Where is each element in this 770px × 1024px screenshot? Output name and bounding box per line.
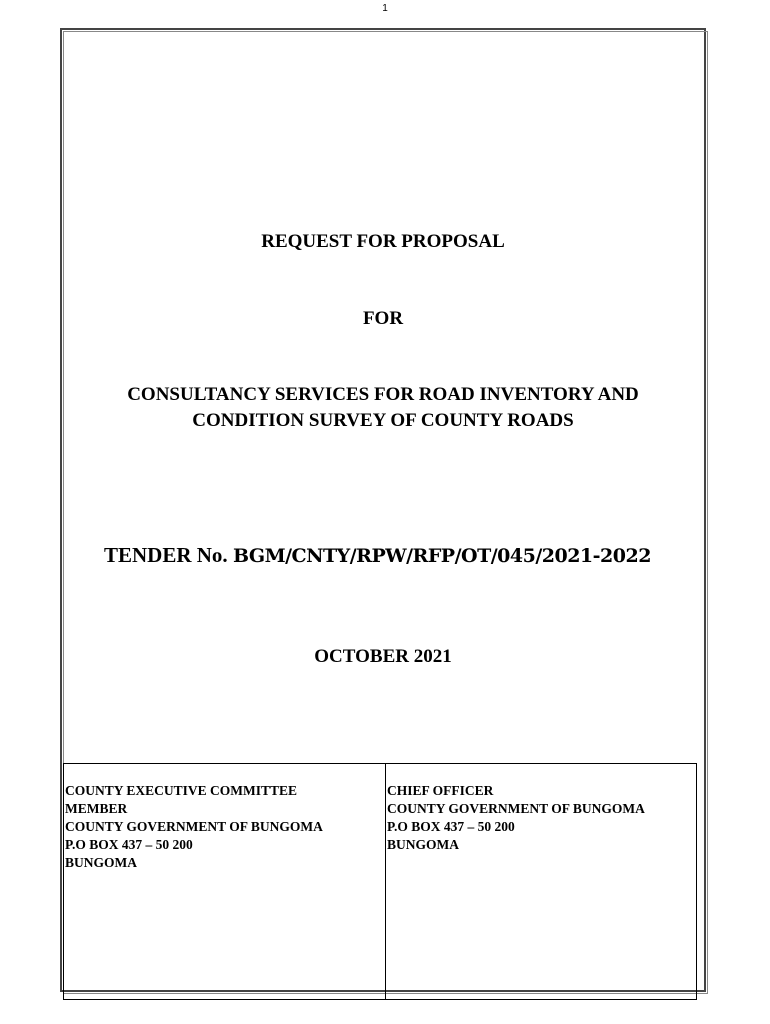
address-cell-chief-officer — [386, 764, 696, 999]
tender-number-line — [104, 543, 651, 568]
address-line: P.O BOX 437 – 50 200 — [387, 819, 515, 834]
address-table — [63, 763, 697, 1000]
address-line: COUNTY EXECUTIVE COMMITTEE — [65, 783, 298, 798]
address-cell-cec-member — [64, 764, 386, 999]
address-line: BUNGOMA — [387, 837, 459, 852]
address-line: P.O BOX 437 – 50 200 — [65, 837, 193, 852]
for-label: FOR — [362, 308, 404, 329]
tender-label: TENDER No. — [104, 543, 228, 567]
document-date: OCTOBER 2021 — [314, 646, 452, 667]
subject-line-2: CONDITION SURVEY OF COUNTY ROADS — [192, 410, 574, 431]
address-line: CHIEF OFFICER — [387, 783, 494, 798]
subject-line-1: CONSULTANCY SERVICES FOR ROAD INVENTORY AND — [127, 384, 639, 405]
page-number: 1 — [382, 3, 388, 14]
address-line: MEMBER — [65, 801, 128, 816]
address-line: BUNGOMA — [65, 855, 137, 870]
document-title: REQUEST FOR PROPOSAL — [261, 231, 505, 252]
tender-number: BGM/CNTY/RPW/RFP/OT/045/2021-2022 — [232, 545, 651, 567]
address-line: COUNTY GOVERNMENT OF BUNGOMA — [387, 801, 645, 816]
subject-heading — [60, 382, 706, 434]
address-line: COUNTY GOVERNMENT OF BUNGOMA — [65, 819, 323, 834]
